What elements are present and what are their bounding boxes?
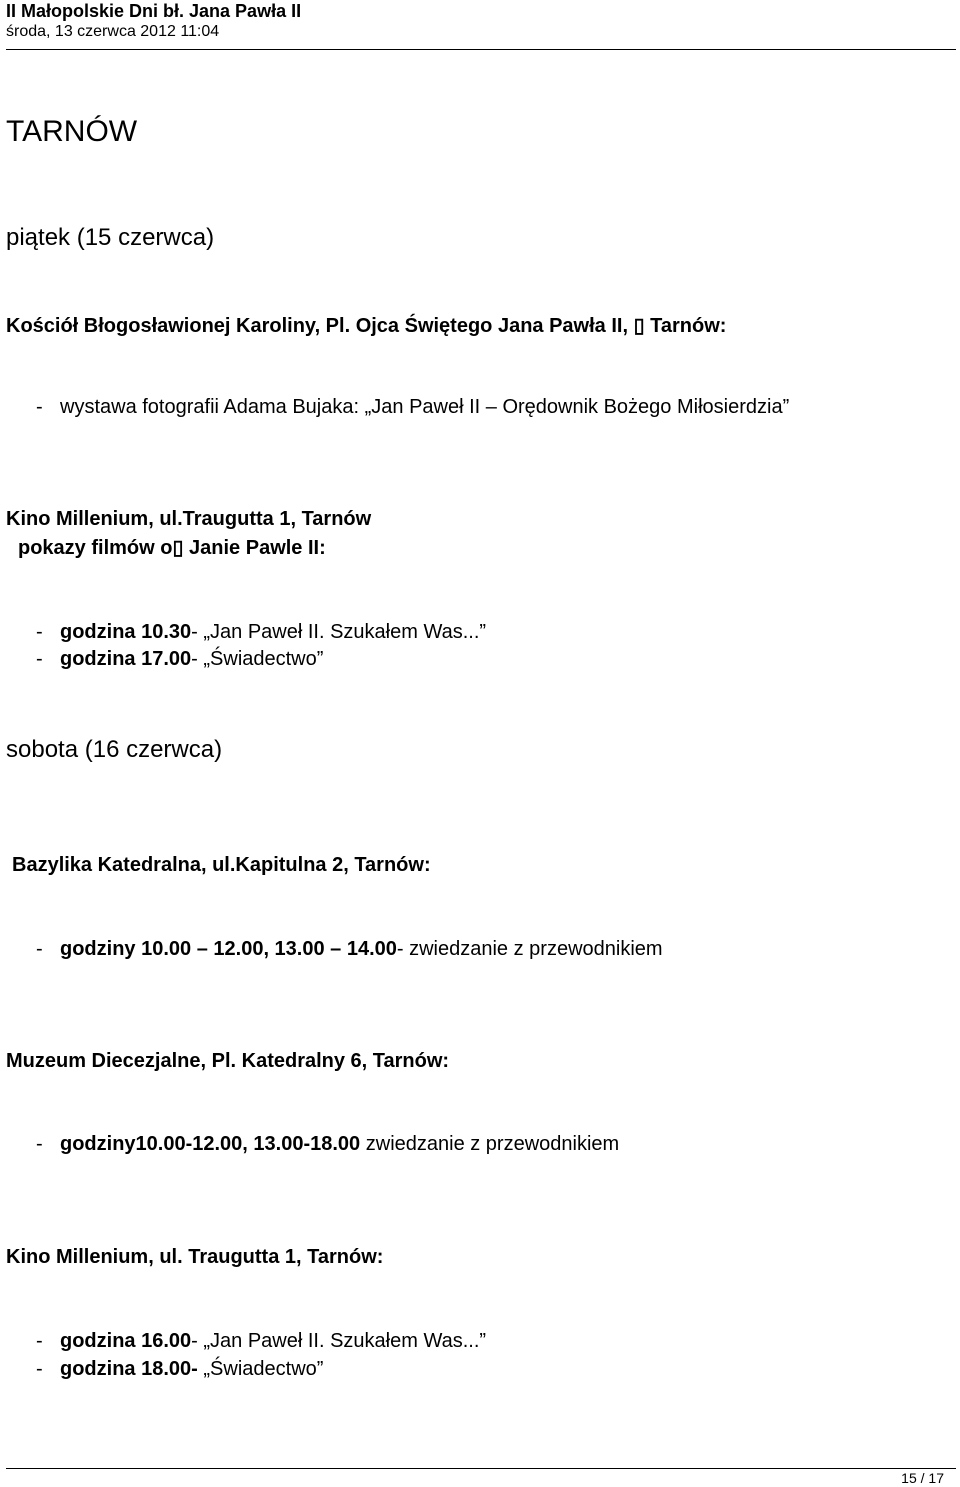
show-time: godzina 18.00- <box>60 1358 204 1380</box>
show-time: godzina 17.00 <box>60 648 192 670</box>
footer-divider <box>6 1468 956 1469</box>
list-item <box>36 1131 619 1157</box>
list-item <box>36 619 486 645</box>
city-heading: TARNÓW <box>6 115 138 148</box>
day-heading-saturday: sobota (16 czerwca) <box>6 736 223 763</box>
tour-time: godziny 10.00 – 12.00, 13.00 – 14.00 <box>60 938 397 960</box>
show-title: „Świadectwo” <box>203 1358 324 1380</box>
venue-church: Kościół Błogosławionej Karoliny, Pl. Ojca Świętego Jana Pawła II, ▯ Tarnów: <box>6 315 727 337</box>
venue-cinema-friday-subtitle: pokazy filmów o▯ Janie Pawle II: <box>18 537 326 559</box>
show-title: - „Jan Paweł II. Szukałem Was...” <box>191 1330 487 1352</box>
day-heading-friday: piątek (15 czerwca) <box>6 224 215 251</box>
show-time: godzina 16.00 <box>60 1330 192 1352</box>
list-item <box>36 1356 323 1382</box>
show-title: - „Świadectwo” <box>191 648 324 670</box>
list-dash: - <box>36 396 43 418</box>
list-dash: - <box>36 1358 43 1380</box>
header-title: II Małopolskie Dni bł. Jana Pawła II <box>6 1 302 21</box>
list-dash: - <box>36 1330 43 1352</box>
show-time: godzina 10.30 <box>60 621 192 643</box>
page-number: 15 / 17 <box>901 1470 944 1486</box>
tour-text: zwiedzanie z przewodnikiem <box>360 1133 620 1155</box>
list-dash: - <box>36 621 43 643</box>
show-title: - „Jan Paweł II. Szukałem Was...” <box>191 621 487 643</box>
header-date: środa, 13 czerwca 2012 11:04 <box>6 23 220 40</box>
venue-cinema-friday: Kino Millenium, ul.Traugutta 1, Tarnów <box>6 508 372 530</box>
exhibit-text: wystawa fotografii Adama Bujaka: „Jan Paweł II – Orędownik Bożego Miłosierdzia” <box>60 396 790 418</box>
header-divider <box>6 49 956 50</box>
list-dash: - <box>36 1133 43 1155</box>
exhibit-item <box>36 394 789 420</box>
list-item <box>36 936 663 962</box>
venue-museum: Muzeum Diecezjalne, Pl. Katedralny 6, Tarnów: <box>6 1050 450 1072</box>
venue-cinema-saturday: Kino Millenium, ul. Traugutta 1, Tarnów: <box>6 1246 384 1268</box>
list-dash: - <box>36 938 43 960</box>
list-dash: - <box>36 648 43 670</box>
tour-text: - zwiedzanie z przewodnikiem <box>396 938 663 960</box>
list-item <box>36 1328 486 1354</box>
venue-cathedral: Bazylika Katedralna, ul.Kapitulna 2, Tarnów: <box>12 854 431 876</box>
tour-time: godziny10.00-12.00, 13.00-18.00 <box>60 1133 361 1155</box>
list-item <box>36 646 323 672</box>
